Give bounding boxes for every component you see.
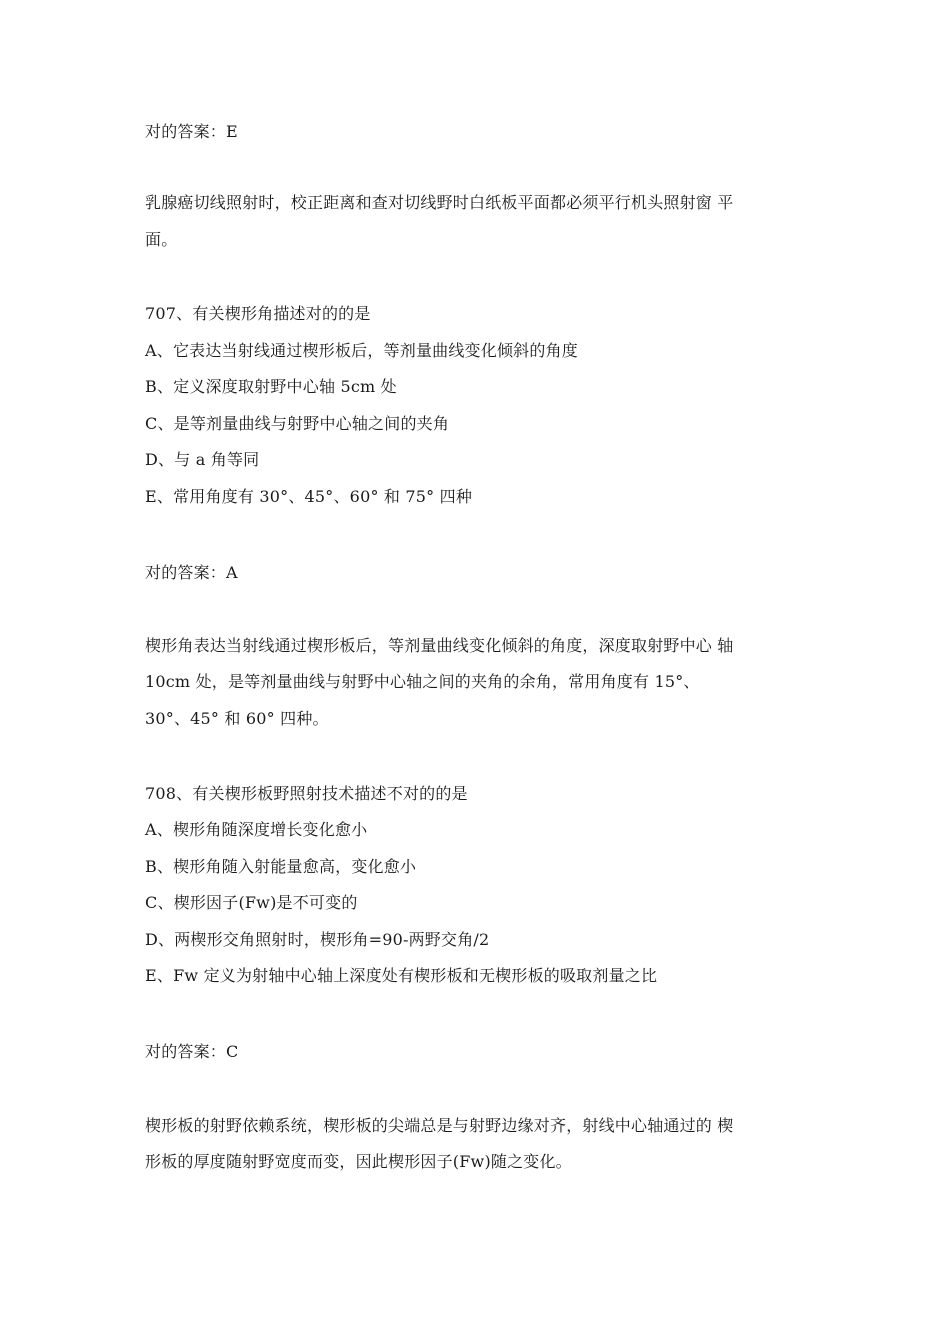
question-option: B、定义深度取射野中心轴 5cm 处: [145, 377, 397, 396]
explanation-line: 楔形板的射野依赖系统，楔形板的尖端总是与射野边缘对齐，射线中心轴通过的 楔: [145, 1116, 734, 1135]
question-option: C、是等剂量曲线与射野中心轴之间的夹角: [145, 414, 450, 433]
question-title: 708、有关楔形板野照射技术描述不对的的是: [145, 784, 468, 803]
question-option: B、楔形角随入射能量愈高，变化愈小: [145, 857, 417, 876]
answer-text: 对的答案：C: [145, 1042, 239, 1061]
question-option: A、楔形角随深度增长变化愈小: [145, 820, 368, 839]
explanation-line: 楔形角表达当射线通过楔形板后，等剂量曲线变化倾斜的角度，深度取射野中心 轴: [145, 636, 734, 655]
question-option: E、Fw 定义为射轴中心轴上深度处有楔形板和无楔形板的吸取剂量之比: [145, 966, 658, 985]
explanation-line: 面。: [145, 230, 178, 249]
answer-text: 对的答案：A: [145, 563, 238, 582]
question-option: E、常用角度有 30°、45°、60° 和 75° 四种: [145, 487, 473, 506]
question-option: C、楔形因子(Fw)是不可变的: [145, 893, 358, 912]
question-title: 707、有关楔形角描述对的的是: [145, 304, 371, 323]
question-option: A、它表达当射线通过楔形板后，等剂量曲线变化倾斜的角度: [145, 341, 578, 360]
explanation-line: 乳腺癌切线照射时，校正距离和查对切线野时白纸板平面都必须平行机头照射窗 平: [145, 193, 734, 212]
explanation-line: 10cm 处，是等剂量曲线与射野中心轴之间的夹角的余角，常用角度有 15°、: [145, 672, 700, 691]
answer-text: 对的答案：E: [145, 122, 238, 141]
explanation-line: 30°、45° 和 60° 四种。: [145, 709, 329, 728]
question-option: D、两楔形交角照射时，楔形角=90-两野交角/2: [145, 930, 490, 949]
explanation-line: 形板的厚度随射野宽度而变，因此楔形因子(Fw)随之变化。: [145, 1152, 572, 1171]
question-option: D、与 a 角等同: [145, 450, 260, 469]
